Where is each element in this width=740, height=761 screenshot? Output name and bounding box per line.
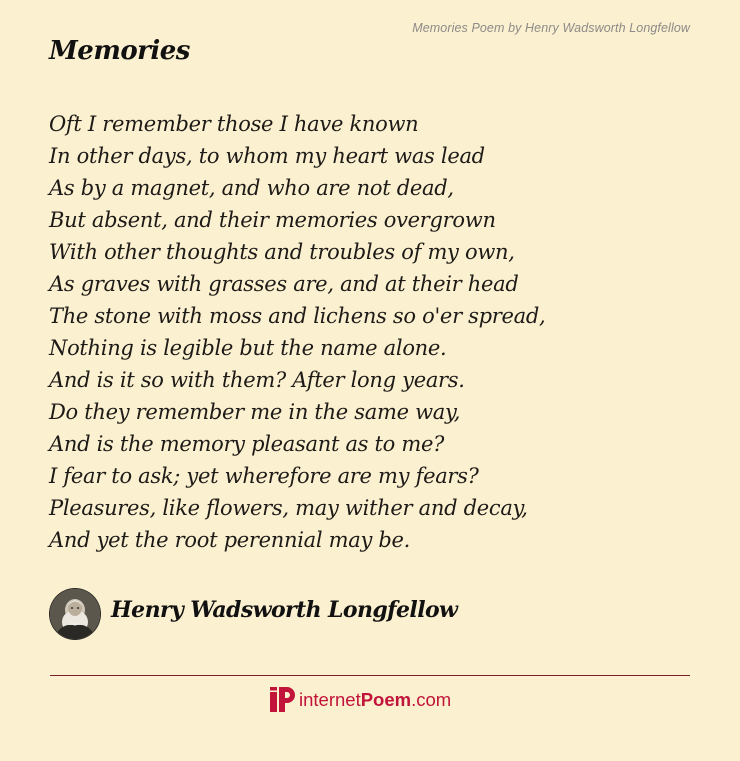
page-caption: Memories Poem by Henry Wadsworth Longfellow xyxy=(412,21,690,35)
poem-line: Nothing is legible but the name alone. xyxy=(49,336,447,360)
brand-suffix: .com xyxy=(411,688,452,710)
author-name-link[interactable]: Henry Wadsworth Longfellow xyxy=(111,597,458,623)
poem-body xyxy=(49,108,545,556)
poem-line: In other days, to whom my heart was lead xyxy=(49,144,485,168)
ip-logo-icon xyxy=(270,687,295,712)
poem-line: As graves with grasses are, and at their head xyxy=(49,272,519,296)
brand-prefix: internet xyxy=(299,688,361,710)
poem-line: Do they remember me in the same way, xyxy=(49,400,461,424)
poem-line: As by a magnet, and who are not dead, xyxy=(49,176,454,200)
author-portrait-icon[interactable] xyxy=(50,589,100,639)
poem-line: And is it so with them? After long years. xyxy=(49,368,465,392)
footer-divider xyxy=(50,675,690,676)
poem-line: The stone with moss and lichens so o'er spread, xyxy=(49,304,546,328)
poem-line: I fear to ask; yet wherefore are my fears? xyxy=(49,464,479,488)
brand-text xyxy=(299,689,451,711)
poem-line: And yet the root perennial may be. xyxy=(49,528,411,552)
poem-line: With other thoughts and troubles of my own, xyxy=(49,240,515,264)
brand-link[interactable] xyxy=(270,687,451,712)
poem-line: Oft I remember those I have known xyxy=(49,112,419,136)
poem-line: And is the memory pleasant as to me? xyxy=(49,432,445,456)
poem-line: Pleasures, like flowers, may wither and decay, xyxy=(49,496,528,520)
brand-bold: Poem xyxy=(360,688,412,710)
poem-title: Memories xyxy=(49,36,190,66)
poem-line: But absent, and their memories overgrown xyxy=(49,208,496,232)
